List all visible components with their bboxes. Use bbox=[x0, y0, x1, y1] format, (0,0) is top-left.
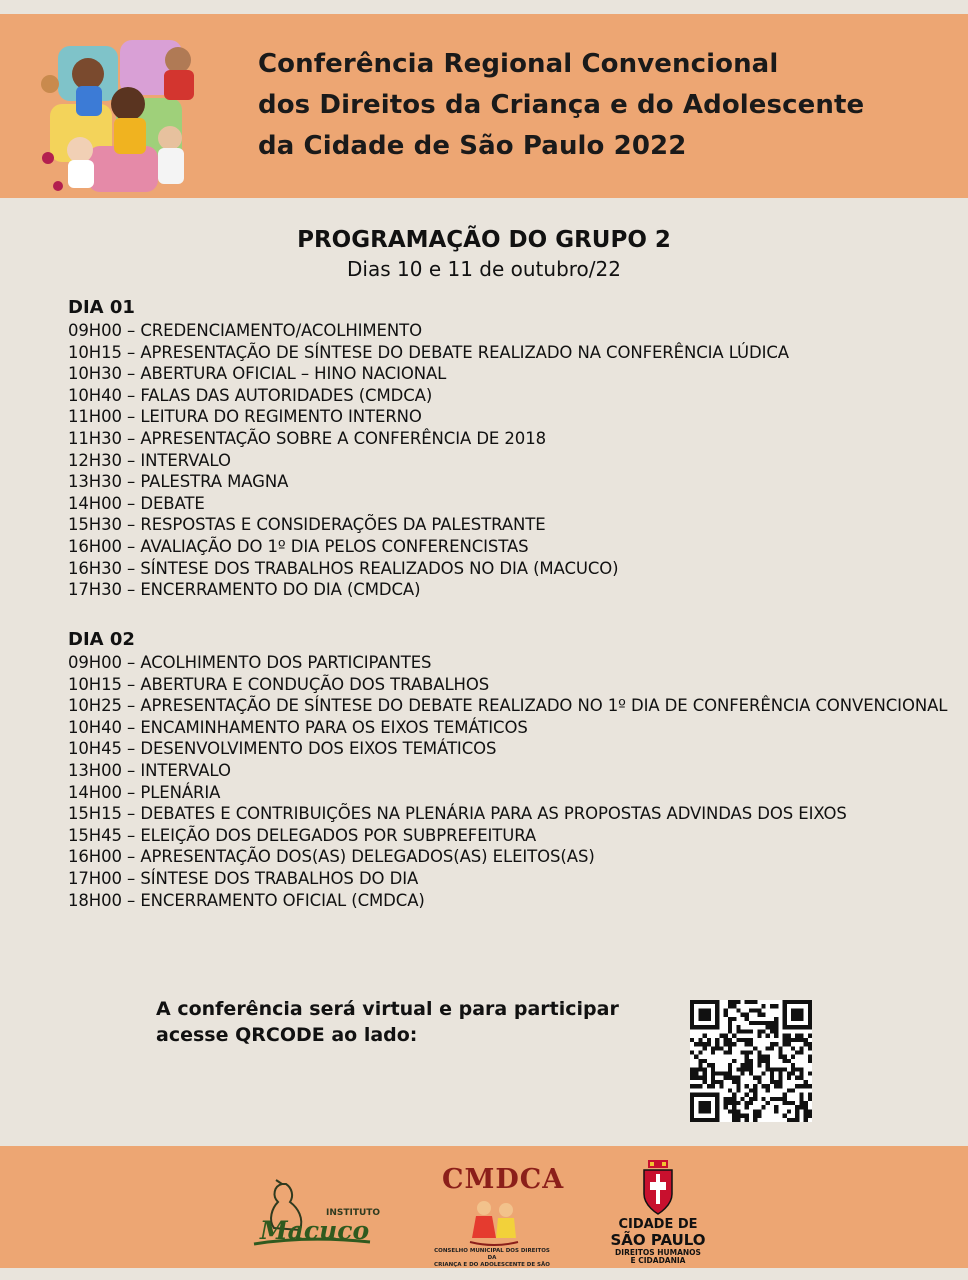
conference-title bbox=[258, 44, 958, 167]
schedule-item: 15H30 – RESPOSTAS E CONSIDERAÇÕES DA PALESTRANTE bbox=[68, 515, 546, 535]
day-01-list bbox=[68, 320, 948, 601]
sp-line-2: SÃO PAULO bbox=[610, 1231, 706, 1249]
sp-line-3a: DIREITOS HUMANOS bbox=[615, 1248, 701, 1257]
schedule-item: 10H30 – ABERTURA OFICIAL – HINO NACIONAL bbox=[68, 364, 447, 384]
children-puzzle-illustration bbox=[28, 26, 218, 196]
schedule-item: 16H30 – SÍNTESE DOS TRABALHOS REALIZADOS NO DIA (MACUCO) bbox=[68, 558, 619, 578]
schedule-item: 12H30 – INTERVALO bbox=[68, 450, 231, 470]
sao-paulo-coat-of-arms-icon bbox=[640, 1160, 676, 1216]
schedule-item: 16H00 – APRESENTAÇÃO DOS(AS) DELEGADOS(AS) ELEITOS(AS) bbox=[68, 847, 595, 867]
schedule-item: 11H00 – LEITURA DO REGIMENTO INTERNO bbox=[68, 407, 422, 427]
schedule-item: 13H00 – INTERVALO bbox=[68, 760, 231, 780]
sp-line-1: CIDADE DE bbox=[618, 1217, 698, 1232]
schedule-item: 10H40 – FALAS DAS AUTORIDADES (CMDCA) bbox=[68, 385, 433, 405]
schedule-item: 10H25 – APRESENTAÇÃO DE SÍNTESE DO DEBATE REALIZADO NO 1º DIA DE CONFERÊNCIA CONVENCIONAL bbox=[68, 696, 948, 716]
day-02-heading: DIA 02 bbox=[68, 629, 135, 650]
bottom-strip bbox=[0, 1268, 968, 1280]
instituto-macuco-logo bbox=[252, 1172, 381, 1252]
title-line-1: Conferência Regional Convencional bbox=[258, 49, 779, 79]
title-line-3: da Cidade de São Paulo 2022 bbox=[258, 131, 687, 161]
schedule-item: 15H15 – DEBATES E CONTRIBUIÇÕES NA PLENÁRIA PARA AS PROPOSTAS ADVINDAS DOS EIXOS bbox=[68, 804, 847, 824]
virtual-note-line-2: acesse QRCODE ao lado: bbox=[156, 1024, 418, 1046]
sp-line-3 bbox=[604, 1249, 712, 1265]
schedule-item: 14H00 – PLENÁRIA bbox=[68, 782, 221, 802]
top-strip bbox=[0, 0, 968, 14]
cmdca-subtitle-line-2: CRIANÇA E DO ADOLESCENTE DE SÃO bbox=[434, 1262, 550, 1268]
program-subtitle: Dias 10 e 11 de outubro/22 bbox=[347, 257, 621, 281]
schedule-item: 10H15 – APRESENTAÇÃO DE SÍNTESE DO DEBATE REALIZADO NA CONFERÊNCIA LÚDICA bbox=[68, 342, 789, 362]
schedule-item: 11H30 – APRESENTAÇÃO SOBRE A CONFERÊNCIA DE 2018 bbox=[68, 428, 546, 448]
cmdca-subtitle-line-1: CONSELHO MUNICIPAL DOS DIREITOS DA bbox=[434, 1248, 550, 1261]
virtual-note-line-1: A conferência será virtual e para participar bbox=[156, 998, 619, 1020]
macuco-big-text: Macuco bbox=[260, 1216, 370, 1245]
footer-banner bbox=[0, 1146, 968, 1268]
header-banner bbox=[0, 14, 968, 198]
qr-code-icon[interactable] bbox=[690, 1000, 812, 1122]
macuco-small-text: INSTITUTO bbox=[326, 1208, 381, 1218]
title-line-2: dos Direitos da Criança e do Adolescente bbox=[258, 90, 865, 120]
virtual-access-note bbox=[156, 996, 656, 1048]
day-02-schedule bbox=[68, 628, 948, 911]
cmdca-big-text: CMDCA bbox=[442, 1164, 565, 1195]
schedule-item: 18H00 – ENCERRAMENTO OFICIAL (CMDCA) bbox=[68, 890, 425, 910]
schedule-item: 10H45 – DESENVOLVIMENTO DOS EIXOS TEMÁTICOS bbox=[68, 739, 497, 759]
schedule-item: 14H00 – DEBATE bbox=[68, 493, 205, 513]
cidade-sao-paulo-logo bbox=[604, 1160, 712, 1264]
schedule-item: 13H30 – PALESTRA MAGNA bbox=[68, 472, 289, 492]
schedule-item: 09H00 – CREDENCIAMENTO/ACOLHIMENTO bbox=[68, 321, 422, 340]
schedule-item: 17H00 – SÍNTESE DOS TRABALHOS DO DIA bbox=[68, 868, 419, 888]
schedule-item: 17H30 – ENCERRAMENTO DO DIA (CMDCA) bbox=[68, 580, 421, 600]
schedule-item: 16H00 – AVALIAÇÃO DO 1º DIA PELOS CONFERENCISTAS bbox=[68, 536, 529, 556]
schedule-item: 09H00 – ACOLHIMENTO DOS PARTICIPANTES bbox=[68, 653, 432, 672]
cmdca-logo bbox=[430, 1164, 565, 1268]
schedule-item: 15H45 – ELEIÇÃO DOS DELEGADOS POR SUBPREFEITURA bbox=[68, 825, 537, 845]
day-01-heading: DIA 01 bbox=[68, 297, 135, 318]
program-title: PROGRAMAÇÃO DO GRUPO 2 bbox=[297, 227, 671, 253]
day-01-schedule bbox=[68, 296, 948, 601]
day-02-list bbox=[68, 652, 948, 911]
schedule-item: 10H40 – ENCAMINHAMENTO PARA OS EIXOS TEMÁTICOS bbox=[68, 717, 528, 737]
schedule-item: 10H15 – ABERTURA E CONDUÇÃO DOS TRABALHOS bbox=[68, 674, 490, 694]
cmdca-children-icon bbox=[466, 1198, 522, 1246]
sp-line-3b: E CIDADANIA bbox=[630, 1256, 686, 1265]
